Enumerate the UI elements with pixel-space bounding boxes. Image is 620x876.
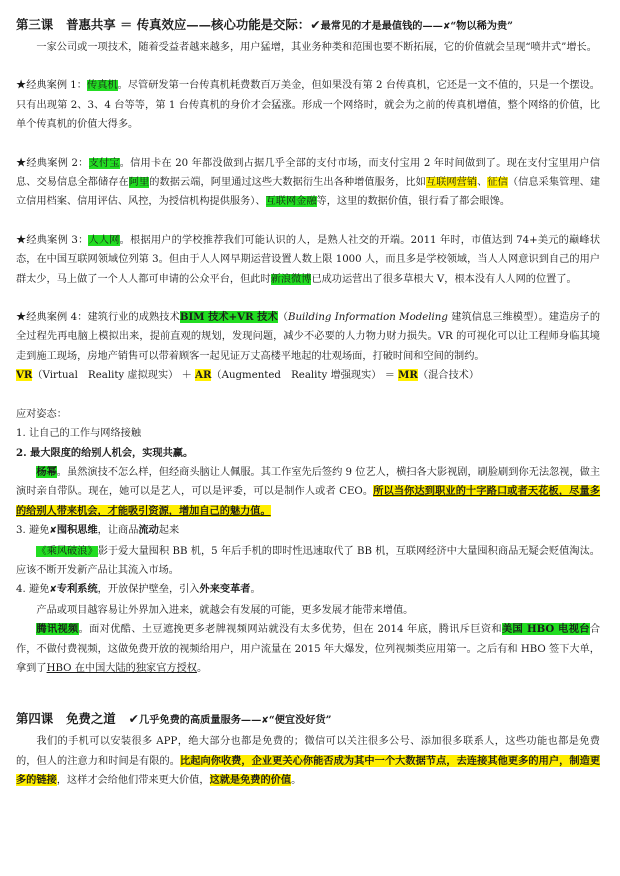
formula-line (16, 366, 600, 385)
cross-icon: ✘ (49, 585, 57, 596)
chengfeng-text: 影于爱大量囤积 BB 机，5 年后手机的即时性迅速取代了 BB 机，互联网经济中大量囤积商品无疑会贬值淘汰。应该不断开发新产品让其流入市场。 (16, 545, 600, 576)
item3-keyword: 囤积思维 (56, 524, 98, 537)
item3-keyword-2: 流动 (138, 524, 159, 537)
case1-text: 。尽管研发第一台传真机耗费数百万美金，但如果没有第 2 台传真机，它还是一文不值的，只是一个摆设。只有出现第 2、3、4 台等等，第 1 台传真机的身价才会猛涨。形成一个网络时，就会为之前的传真机增值，整个网络的价值，比单个传真机的价值大得多。 (16, 80, 600, 131)
chengfeng-highlight: 《乘风破浪》 (36, 545, 98, 557)
formula-mr: MR (398, 369, 418, 382)
cross-icon: ✘ (442, 22, 451, 32)
check-icon: ✔ (310, 17, 321, 32)
case2-highlight-marketing: 互联网营销 (425, 177, 478, 189)
yangmi-text: 。虽然演技不怎么样，但经商头脑让人佩服。其工作室先后签约 9 位艺人，横扫各大影视剧，刷脸刷到你无法忽视，做主演时亲自带队。现在，她可以是艺人，可以是评委，可以是制作人或者 CEO。 (16, 466, 601, 498)
tencent-text-1: 。面对优酷、土豆遮挽更多老牌视频网站就没有太多优势，但在 2014 年底，腾讯斥巨资和 (78, 624, 502, 636)
case2-highlight-finance: 互联网金融 (265, 196, 317, 208)
tencent-highlight-hbo: 美国 HBO 电视台 (501, 623, 590, 636)
lesson4-label: 第四课 (16, 711, 54, 727)
yangmi-paragraph (16, 463, 600, 521)
item4-subtext: 产品或项目越容易让外界加入进来，就越会有发展的可能，更多发展才能带来增值。 (36, 604, 414, 616)
case1-highlight: 传真机 (86, 80, 118, 92)
response-title: 应对姿态： (16, 408, 67, 420)
lesson3-label: 第三课 (16, 17, 54, 32)
lesson4-text-3: 。 (291, 775, 302, 787)
formula-mr-desc: （混合技术） (417, 370, 480, 382)
case2-highlight-credit: 征信 (487, 177, 508, 189)
case2-highlight-ali: 阿里 (128, 177, 150, 189)
lesson3-intro: 一家公司或一项技术，随着受益者越来越多，用户猛增，其业务种类和范围也要不断拓展，它的价值就会呈现“喷井式”增长。 (36, 42, 597, 53)
case3-highlight-renren: 人人网 (88, 234, 120, 246)
tencent-paragraph (16, 620, 600, 678)
case4-italic: Building Information Modeling (287, 312, 448, 324)
case2-highlight-alipay: 支付宝 (88, 157, 120, 169)
case3-lead: ★经典案例 3： (16, 234, 89, 246)
lesson3-tail-b: “物以稀为贵” (450, 20, 514, 32)
lesson4-title: 免费之道 (66, 711, 116, 727)
item3-prefix: 3. 避免 (16, 525, 50, 537)
case2-paragraph (16, 154, 600, 212)
case3-highlight-weibo: 新浪微博 (270, 273, 312, 285)
case2-lead: ★经典案例 2： (16, 157, 89, 169)
lesson3-heading (16, 14, 600, 38)
lesson4-highlight-2: 这就是免费的价值 (209, 774, 292, 787)
item4-keyword: 专利系统 (56, 583, 98, 596)
lesson3-title: 普惠共享 ＝ 传真效应——核心功能是交际： (66, 17, 311, 32)
lesson4-heading (16, 708, 600, 732)
lesson4-tail-b: “便宜没好货” (268, 714, 332, 727)
response-item-4 (16, 580, 600, 600)
formula-plus: ＋ (181, 370, 192, 382)
cross-icon: ✘ (261, 716, 269, 727)
formula-eq: ＝ (384, 370, 395, 382)
lesson4-text-1: 我们的手机可以安装很多 APP，绝大部分也都是免费的；微信可以关注很多公号、添加很多联系人，这些功能也都是免费的，但人的注意力和时间是有限的。 (16, 736, 600, 767)
tencent-text-2: 合作，不做付费视频，这做免费开放的视频给用户，用户流量在 2015 年大爆发，位列视频类应用第一。之后有和 HBO 签下大单，拿到了 (16, 624, 601, 674)
lesson4-paragraph (16, 732, 600, 790)
item4-keyword-2: 外来变革者 (199, 583, 251, 596)
item3-text: ，让商品 (97, 525, 139, 537)
case3-text-1: 。根据用户的学校推荐我们可能认识的人，是熟人社交的开端。2011 年时，市值达到 74+美元的巅峰状态，在中国互联网领域位列第 3。但由于人人网早期运营设置人数上限 1000 人，而且多是学校领域，当人人网意识到自己的用户群太少，马上做了一个人人都可申请的公众平台，但此时 (16, 234, 601, 285)
response-item-3 (16, 521, 600, 541)
formula-vr: VR (16, 369, 33, 382)
case1-paragraph (16, 76, 600, 134)
yangmi-highlight: 杨幂 (36, 465, 57, 478)
tencent-highlight: 腾讯视频 (36, 623, 79, 636)
chengfeng-paragraph (16, 542, 600, 581)
case3-paragraph (16, 231, 600, 289)
case4-paragraph (16, 308, 600, 366)
case4-lead: ★经典案例 4：建筑行业的成熟技术 (16, 312, 180, 324)
case1-lead: ★经典案例 1： (16, 80, 87, 92)
response-item-1: 1. 让自己的工作与网络接触 (16, 428, 142, 440)
formula-ar: AR (195, 369, 212, 382)
cross-icon: ✘ (49, 526, 57, 537)
case3-text-2: 已成功运营出了很多草根大 V，根本没有人人网的位置了。 (311, 273, 577, 285)
case4-text-1: （ (277, 312, 288, 324)
response-item-2: 2. 最大限度的给别人机会，实现共赢。 (16, 446, 194, 459)
tencent-hbo-license: HBO 在中国大陆的独家官方授权 (46, 662, 197, 674)
case2-text-2: 的数据云端，阿里通过这些大数据衍生出各种增值服务，比如 (149, 177, 426, 189)
lesson3-tail-a: 最常见的才是最值钱的—— (320, 20, 443, 32)
item4-prefix: 4. 避免 (16, 584, 50, 596)
lesson4-tail-a: 几乎免费的高质量服务—— (139, 714, 262, 727)
item3-end: 起来 (158, 525, 180, 537)
tencent-end: 。 (196, 662, 208, 674)
lesson4-text-2: ，这样才会给他们带来更大价值， (56, 775, 210, 787)
case2-text-5: 等，这里的数据价值，银行看了都会眼馋。 (316, 196, 511, 208)
lesson4-highlight-1: 比起向你收费，企业更关心你能否成为其中一个大数据节点，去连接其他更多的用户，制造更多的链接 (16, 754, 601, 787)
item4-text: ，开放保护壁垒，引入 (97, 584, 200, 596)
yangmi-conclusion: 所以当你达到职业的十字路口或者天花板，尽量多的给别人带来机会，才能吸引资源，增加自己的魅力值。 (16, 485, 601, 517)
check-icon: ✔ (128, 711, 140, 727)
case2-text-3: 、 (477, 177, 488, 189)
case4-text-2: 建筑信息三维模型）。建造房子的全过程先再电脑上模拟出来，提前直观的规划，发现问题，减少不必要的人力物力财力损失。VR 的可视化可以让工程师身临其境走到施工现场，房地产销售可以带着顾客一起见证万丈高楼平地起的壮观场面，打破时间和空间的制约。 (16, 312, 601, 362)
formula-ar-desc: （Augmented Reality 增强现实） (211, 370, 382, 382)
case4-highlight-bim-vr: BIM 技术+VR 技术 (179, 311, 278, 324)
case2-text-1: 。信用卡在 20 年都没做到占据几乎全部的支付市场，而支付宝用 2 年时间做到了。现在支付宝里用户信息、交易信息全都储存在 (16, 157, 600, 189)
formula-vr-desc: （Virtual Reality 虚拟现实） (32, 370, 179, 382)
case2-text-4: （信息采集管理、建立信用档案、信用评估、风控，为授信机构提供服务）、 (16, 177, 601, 208)
item4-end: 。 (250, 584, 261, 596)
